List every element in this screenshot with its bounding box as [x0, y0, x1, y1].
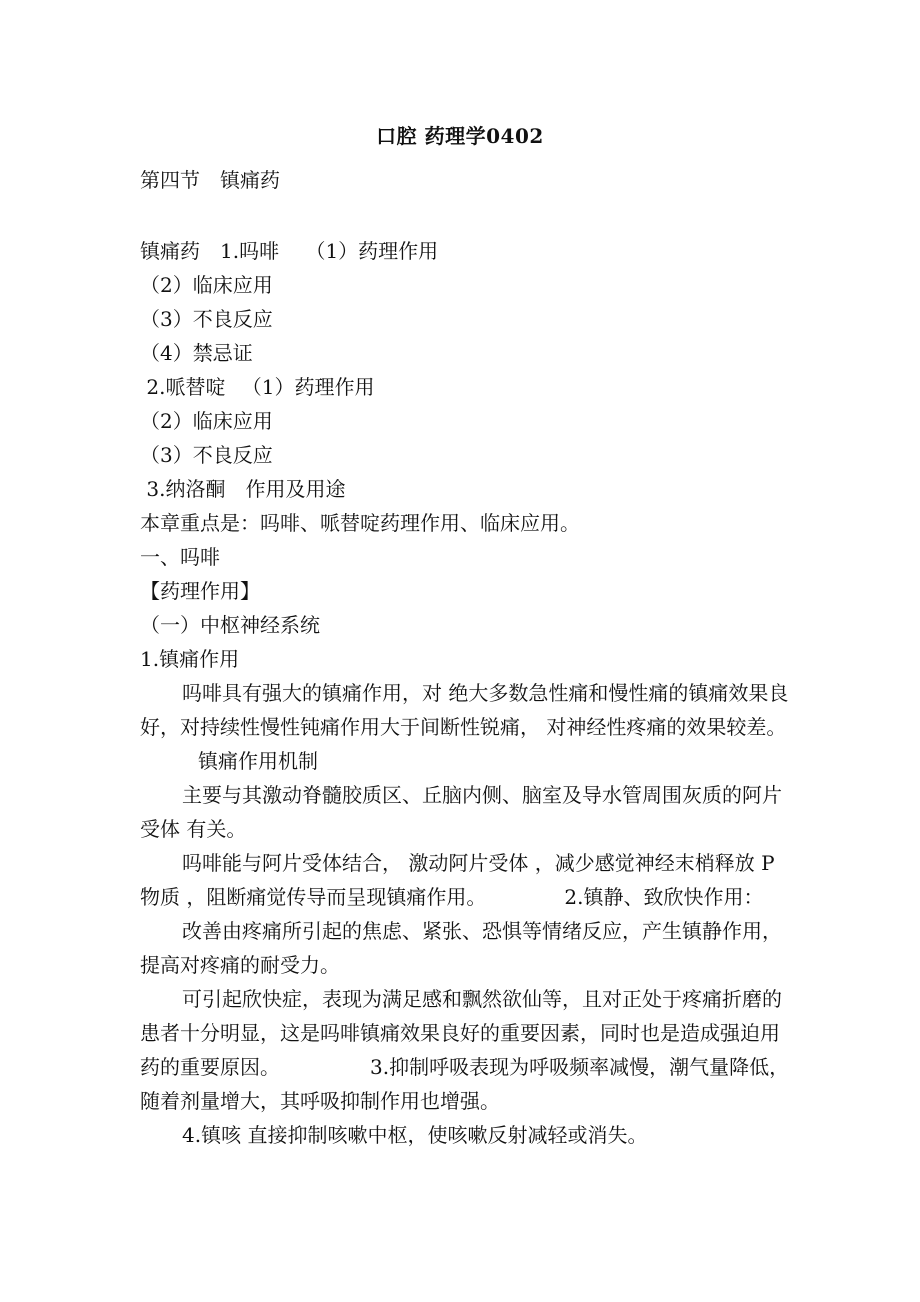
paragraph-tail: 2.镇静、致欣快作用：: [564, 885, 764, 909]
paragraph-receptor: [140, 846, 790, 914]
heading-pharmacology: 【药理作用】: [140, 579, 260, 603]
paragraph-sedation: 改善由疼痛所引起的焦虑、紧张、恐惧等情绪反应，产生镇静作用，提高对疼痛的耐受力。: [140, 919, 782, 977]
document-title: 口腔 药理学0402: [376, 124, 544, 148]
paragraph-euphoria: [140, 982, 790, 1118]
outline-line-6: （2）临床应用: [140, 409, 273, 433]
outline-line-8: 3.纳洛酮 作用及用途: [140, 477, 346, 501]
outline-line-1: 镇痛药 1.吗啡 （1）药理作用: [140, 239, 439, 263]
paragraph-mechanism: 主要与其激动脊髓胶质区、丘脑内侧、脑室及导水管周围灰质的阿片受体 有关。: [140, 783, 782, 841]
heading-morphine: 一、吗啡: [140, 545, 220, 569]
paragraph-analgesia: [140, 676, 790, 778]
outline-line-4: （4）禁忌证: [140, 341, 253, 365]
outline-line-7: （3）不良反应: [140, 443, 273, 467]
heading-cns: （一）中枢神经系统: [140, 613, 320, 637]
paragraph-tail: 3.抑制呼吸表现为呼吸频率减慢，潮气量降低，随着剂量增大，其呼吸抑制作用也增强。: [140, 1055, 790, 1113]
section-heading: 第四节 镇痛药: [140, 168, 280, 192]
paragraph-text: 吗啡具有强大的镇痛作用，对 绝大多数急性痛和慢性痛的镇痛效果良好，对持续性慢性钝痛作用大于间断性锐痛， 对神经性疼痛的效果较差。: [140, 681, 789, 739]
paragraph-text: 吗啡能与阿片受体结合， 激动阿片受体 ，减少感觉神经末梢释放 P 物质 ，阻断痛觉传导而呈现镇痛作用。: [140, 851, 775, 909]
outline-line-3: （3）不良反应: [140, 307, 273, 331]
chapter-focus: 本章重点是：吗啡、哌替啶药理作用、临床应用。: [140, 511, 580, 535]
outline-line-5: 2.哌替啶 （1）药理作用: [140, 375, 375, 399]
document-body: [140, 234, 790, 1152]
paragraph-antitussive: 4.镇咳 直接抑制咳嗽中枢，使咳嗽反射减轻或消失。: [182, 1123, 648, 1147]
heading-analgesia: 1.镇痛作用: [140, 647, 240, 671]
paragraph-text: 可引起欣快症，表现为满足感和飘然欲仙等，且对正处于疼痛折磨的患者十分明显，这是吗啡镇痛效果良好的重要因素，同时也是造成强迫用药的重要原因。: [140, 987, 782, 1079]
outline-line-2: （2）临床应用: [140, 273, 273, 297]
paragraph-tail: 镇痛作用机制: [198, 749, 318, 773]
